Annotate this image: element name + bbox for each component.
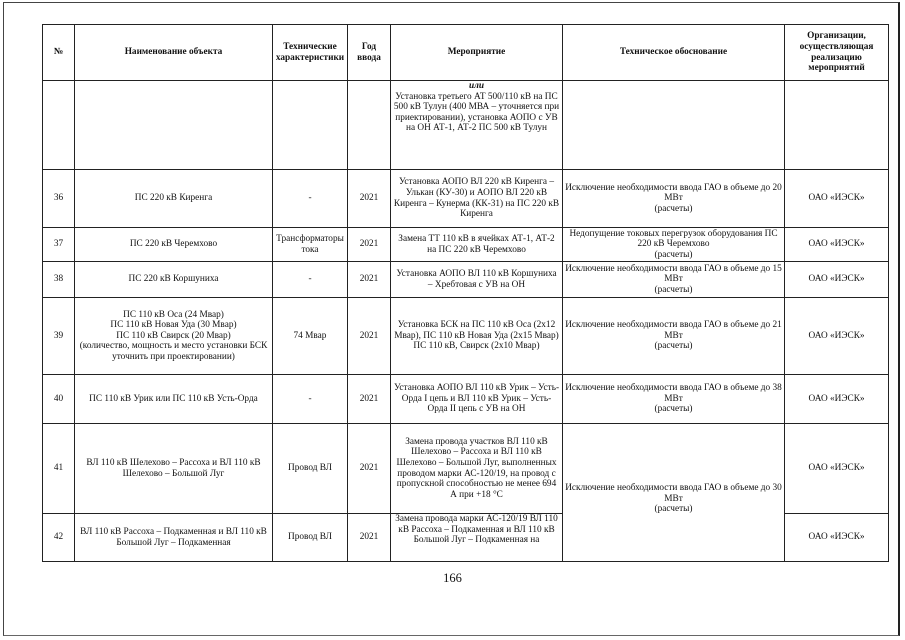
- tech-characteristics: Провод ВЛ: [273, 424, 348, 514]
- table-row-continuation: [43, 81, 889, 170]
- header-justification: Техническое обоснование: [563, 25, 785, 81]
- object-name: ПС 220 кВ Черемхово: [75, 228, 273, 262]
- justification-note: (расчеты): [654, 504, 693, 515]
- justification-cell: [563, 262, 785, 298]
- event-text: Замена ТТ 110 кВ в ячейках АТ-1, АТ-2 на ПС 220 кВ Черемхово: [398, 233, 555, 255]
- table-row: [43, 298, 889, 375]
- header-year: Год ввода: [348, 25, 391, 81]
- header-event: Мероприятие: [391, 25, 563, 81]
- organization: ОАО «ИЭСК»: [785, 514, 889, 562]
- justification-note: (расчеты): [654, 341, 693, 352]
- event-cell: [391, 170, 563, 228]
- object-name-line: ПС 110 кВ Новая Уда (30 Мвар): [110, 320, 237, 331]
- row-num: 37: [43, 228, 75, 262]
- header-name: Наименование объекта: [75, 25, 273, 81]
- table-row: [43, 228, 889, 262]
- event-cell: [391, 514, 563, 562]
- organization: ОАО «ИЭСК»: [785, 424, 889, 514]
- event-cell: [391, 298, 563, 375]
- justification-cell: [563, 375, 785, 424]
- event-text: Установка третьего АТ 500/110 кВ на ПС 500 кВ Тулун (400 МВА – уточняется при приектировании), установка АОПО с УВ на ОН АТ-1, АТ-2 ПС 500 кВ Тулун: [393, 91, 560, 134]
- table-row: [43, 170, 889, 228]
- year: 2021: [348, 424, 391, 514]
- justification-text: Недопущение токовых перегрузок оборудования ПС 220 кВ Черемхово: [569, 228, 778, 250]
- row-num: 36: [43, 170, 75, 228]
- event-text: Замена провода марки АС-120/19 ВЛ 110 кВ Рассоха – Подкаменная и ВЛ 110 кВ Большой Луг – Подкаменная на: [395, 514, 558, 546]
- table-row: [43, 424, 889, 514]
- year: 2021: [348, 375, 391, 424]
- row-num: 41: [43, 424, 75, 514]
- event-cell: [391, 81, 563, 170]
- tech-characteristics: -: [273, 375, 348, 424]
- tech-characteristics: -: [273, 170, 348, 228]
- object-name: [75, 298, 273, 375]
- organization: ОАО «ИЭСК»: [785, 262, 889, 298]
- event-or-label: или: [468, 81, 485, 91]
- justification-text: Исключение необходимости ввода ГАО в объеме до 21 МВт: [565, 320, 782, 341]
- justification-text: Исключение необходимости ввода ГАО в объеме до 15 МВт: [565, 263, 782, 285]
- object-name-line: (количество, мощность и место установки БСК уточнить при проектировании): [79, 341, 268, 362]
- page-number: 166: [443, 571, 462, 585]
- year: 2021: [348, 170, 391, 228]
- event-text: Установка АОПО ВЛ 110 кВ Урик – Усть-Орда I цепь и ВЛ 110 кВ Урик – Усть-Орда II цепь с УВ на ОН: [393, 383, 560, 415]
- justification-note: (расчеты): [654, 284, 693, 295]
- organization: ОАО «ИЭСК»: [785, 375, 889, 424]
- measures-table: [42, 24, 889, 562]
- object-name: ВЛ 110 кВ Рассоха – Подкаменная и ВЛ 110 кВ Большой Луг – Подкаменная: [75, 514, 273, 562]
- tech-characteristics: Трансформаторы тока: [273, 228, 348, 262]
- event-text: Замена провода участков ВЛ 110 кВ Шелехово – Рассоха и ВЛ 110 кВ Шелехово – Большой Луг, выполненных проводом марки АС-120/19, на провод с пропускной способностью не менее 694 А при +18 °С: [396, 436, 557, 500]
- year: 2021: [348, 514, 391, 562]
- justification-note: (расчеты): [654, 203, 693, 214]
- justification-text: Исключение необходимости ввода ГАО в объеме до 30 МВт: [565, 483, 782, 504]
- object-name: ПС 220 кВ Киренга: [75, 170, 273, 228]
- row-num: 38: [43, 262, 75, 298]
- justification-cell: [563, 170, 785, 228]
- header-org: Организации, осуществляющая реализацию мероприятий: [785, 25, 889, 81]
- tech-characteristics: Провод ВЛ: [273, 514, 348, 562]
- justification-cell: [563, 298, 785, 375]
- header-num: №: [43, 25, 75, 81]
- object-name: ВЛ 110 кВ Шелехово – Рассоха и ВЛ 110 кВ Шелехово – Большой Луг: [75, 424, 273, 514]
- event-text: Установка АОПО ВЛ 110 кВ Коршуниха – Хребтовая с УВ на ОН: [396, 268, 557, 290]
- table-row: [43, 262, 889, 298]
- object-name: ПС 220 кВ Коршуниха: [75, 262, 273, 298]
- table-row: [43, 375, 889, 424]
- year: 2021: [348, 228, 391, 262]
- justification-text: Исключение необходимости ввода ГАО в объеме до 20 МВт: [565, 182, 782, 204]
- row-num: 39: [43, 298, 75, 375]
- year: 2021: [348, 298, 391, 375]
- event-text: Установка АОПО ВЛ 220 кВ Киренга – Улькан (КУ-30) и АОПО ВЛ 220 кВ Киренга – Кунерма (КК-31) на ПС 220 кВ Киренга: [393, 177, 560, 220]
- header-row: [43, 25, 889, 81]
- event-cell: [391, 424, 563, 514]
- justification-note: (расчеты): [654, 404, 693, 415]
- event-cell: [391, 262, 563, 298]
- tech-characteristics: -: [273, 262, 348, 298]
- event-cell: [391, 228, 563, 262]
- event-text: Установка БСК на ПС 110 кВ Оса (2x12 Мвар), ПС 110 кВ Новая Уда (2x15 Мвар) ПС 110 кВ, Свирск (2x10 Мвар): [394, 320, 559, 352]
- organization: ОАО «ИЭСК»: [785, 228, 889, 262]
- object-name: ПС 110 кВ Урик или ПС 110 кВ Усть-Орда: [75, 375, 273, 424]
- tech-characteristics: 74 Мвар: [273, 298, 348, 375]
- organization: ОАО «ИЭСК»: [785, 170, 889, 228]
- justification-cell: [563, 228, 785, 262]
- justification-text: Исключение необходимости ввода ГАО в объеме до 38 МВт: [565, 383, 782, 404]
- organization: ОАО «ИЭСК»: [785, 298, 889, 375]
- year: 2021: [348, 262, 391, 298]
- object-name-line: ПС 110 кВ Свирск (20 Мвар): [116, 330, 231, 341]
- header-tech: Технические характеристики: [273, 25, 348, 81]
- object-name-line: ПС 110 кВ Оса (24 Мвар): [123, 309, 224, 320]
- justification-note: (расчеты): [654, 249, 693, 260]
- event-cell: [391, 375, 563, 424]
- row-num: 40: [43, 375, 75, 424]
- justification-cell: [563, 424, 785, 562]
- row-num: 42: [43, 514, 75, 562]
